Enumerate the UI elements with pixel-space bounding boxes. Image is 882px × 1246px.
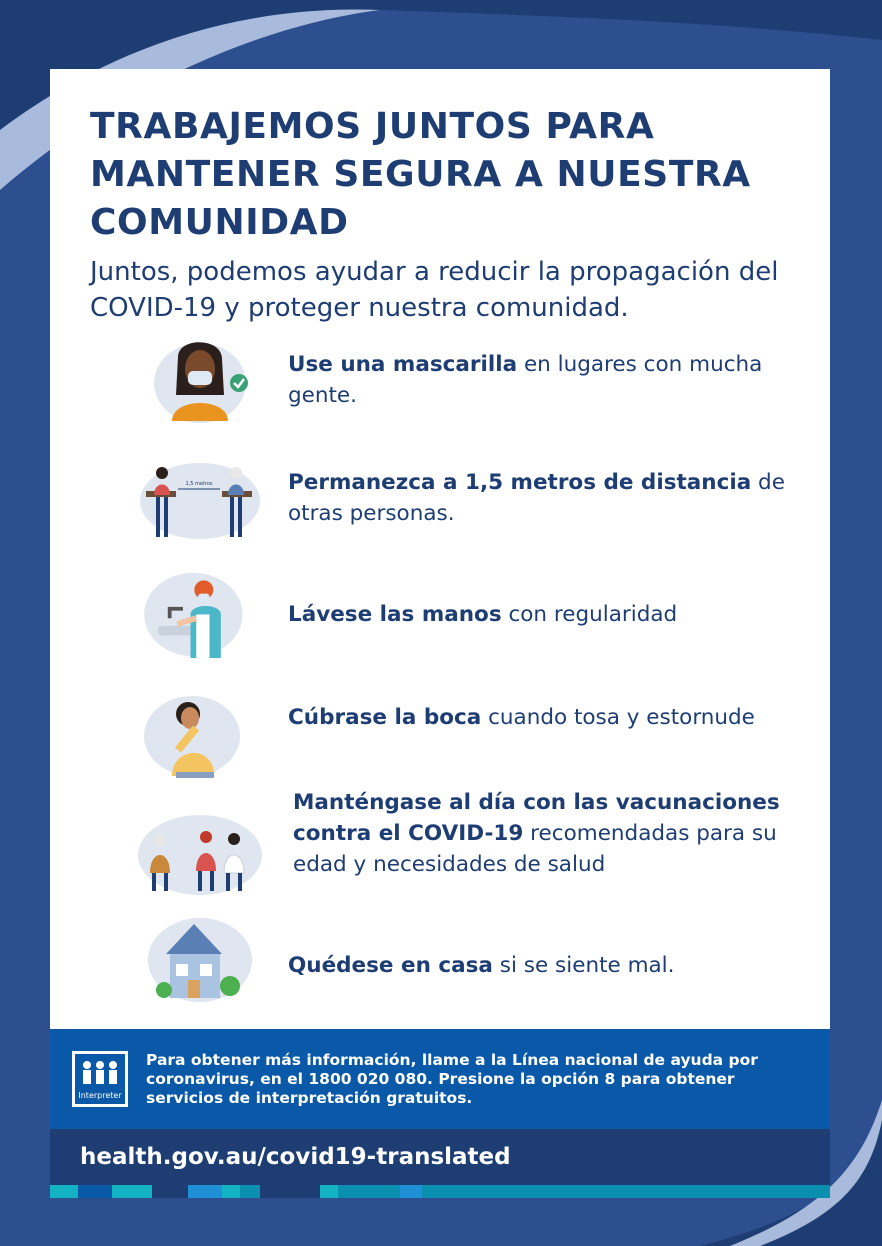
website-url[interactable]: health.gov.au/covid19-translated — [80, 1144, 511, 1170]
mask-person-icon — [138, 335, 262, 425]
tip-distance — [138, 453, 818, 543]
interpreter-logo-icon — [72, 1051, 128, 1107]
tip-handwash — [138, 569, 818, 664]
vaccination-icon — [138, 801, 262, 901]
tip-vaccination-text: Manténgase al día con las vacunaciones contra el COVID-19 recomendadas para su edad y necesidades de salud — [293, 790, 780, 877]
svg-text:Interpreter: Interpreter — [78, 1091, 122, 1100]
tip-handwash-text: Lávese las manos con regularidad — [288, 602, 678, 627]
tip-cough — [138, 694, 818, 784]
house-icon — [138, 914, 262, 1004]
url-bar — [50, 1129, 830, 1185]
tip-mask — [138, 335, 818, 425]
info-footer — [50, 1029, 830, 1129]
tip-stay-home-text: Quédese en casa si se siente mal. — [288, 953, 675, 978]
poster-card — [50, 69, 830, 1029]
handwashing-icon — [138, 569, 262, 659]
cough-icon — [138, 694, 262, 784]
tip-cough-text: Cúbrase la boca cuando tosa y estornude — [288, 705, 755, 730]
poster-title: TRABAJEMOS JUNTOS PARA MANTENER SEGURA A NUESTRA COMUNIDAD — [90, 106, 751, 243]
tip-stay-home — [138, 914, 818, 1004]
color-stripe-decoration — [50, 1185, 830, 1198]
tip-distance-text: Permanezca a 1,5 metros de distancia de otras personas. — [288, 470, 785, 526]
poster-subtitle: Juntos, podemos ayudar a reducir la propagación del COVID-19 y proteger nuestra comunidad. — [90, 257, 779, 323]
tip-mask-text: Use una mascarilla en lugares con mucha gente. — [288, 352, 763, 408]
tip-vaccination — [138, 787, 818, 907]
helpline-info: Para obtener más información, llame a la Línea nacional de ayuda por coronavirus, en el 1800 020 080. Presione la opción 8 para obtener servicios de interpretación gratuitos. — [146, 1051, 758, 1107]
distance-label: 1,5 metros — [185, 481, 213, 487]
distancing-icon — [138, 453, 262, 543]
